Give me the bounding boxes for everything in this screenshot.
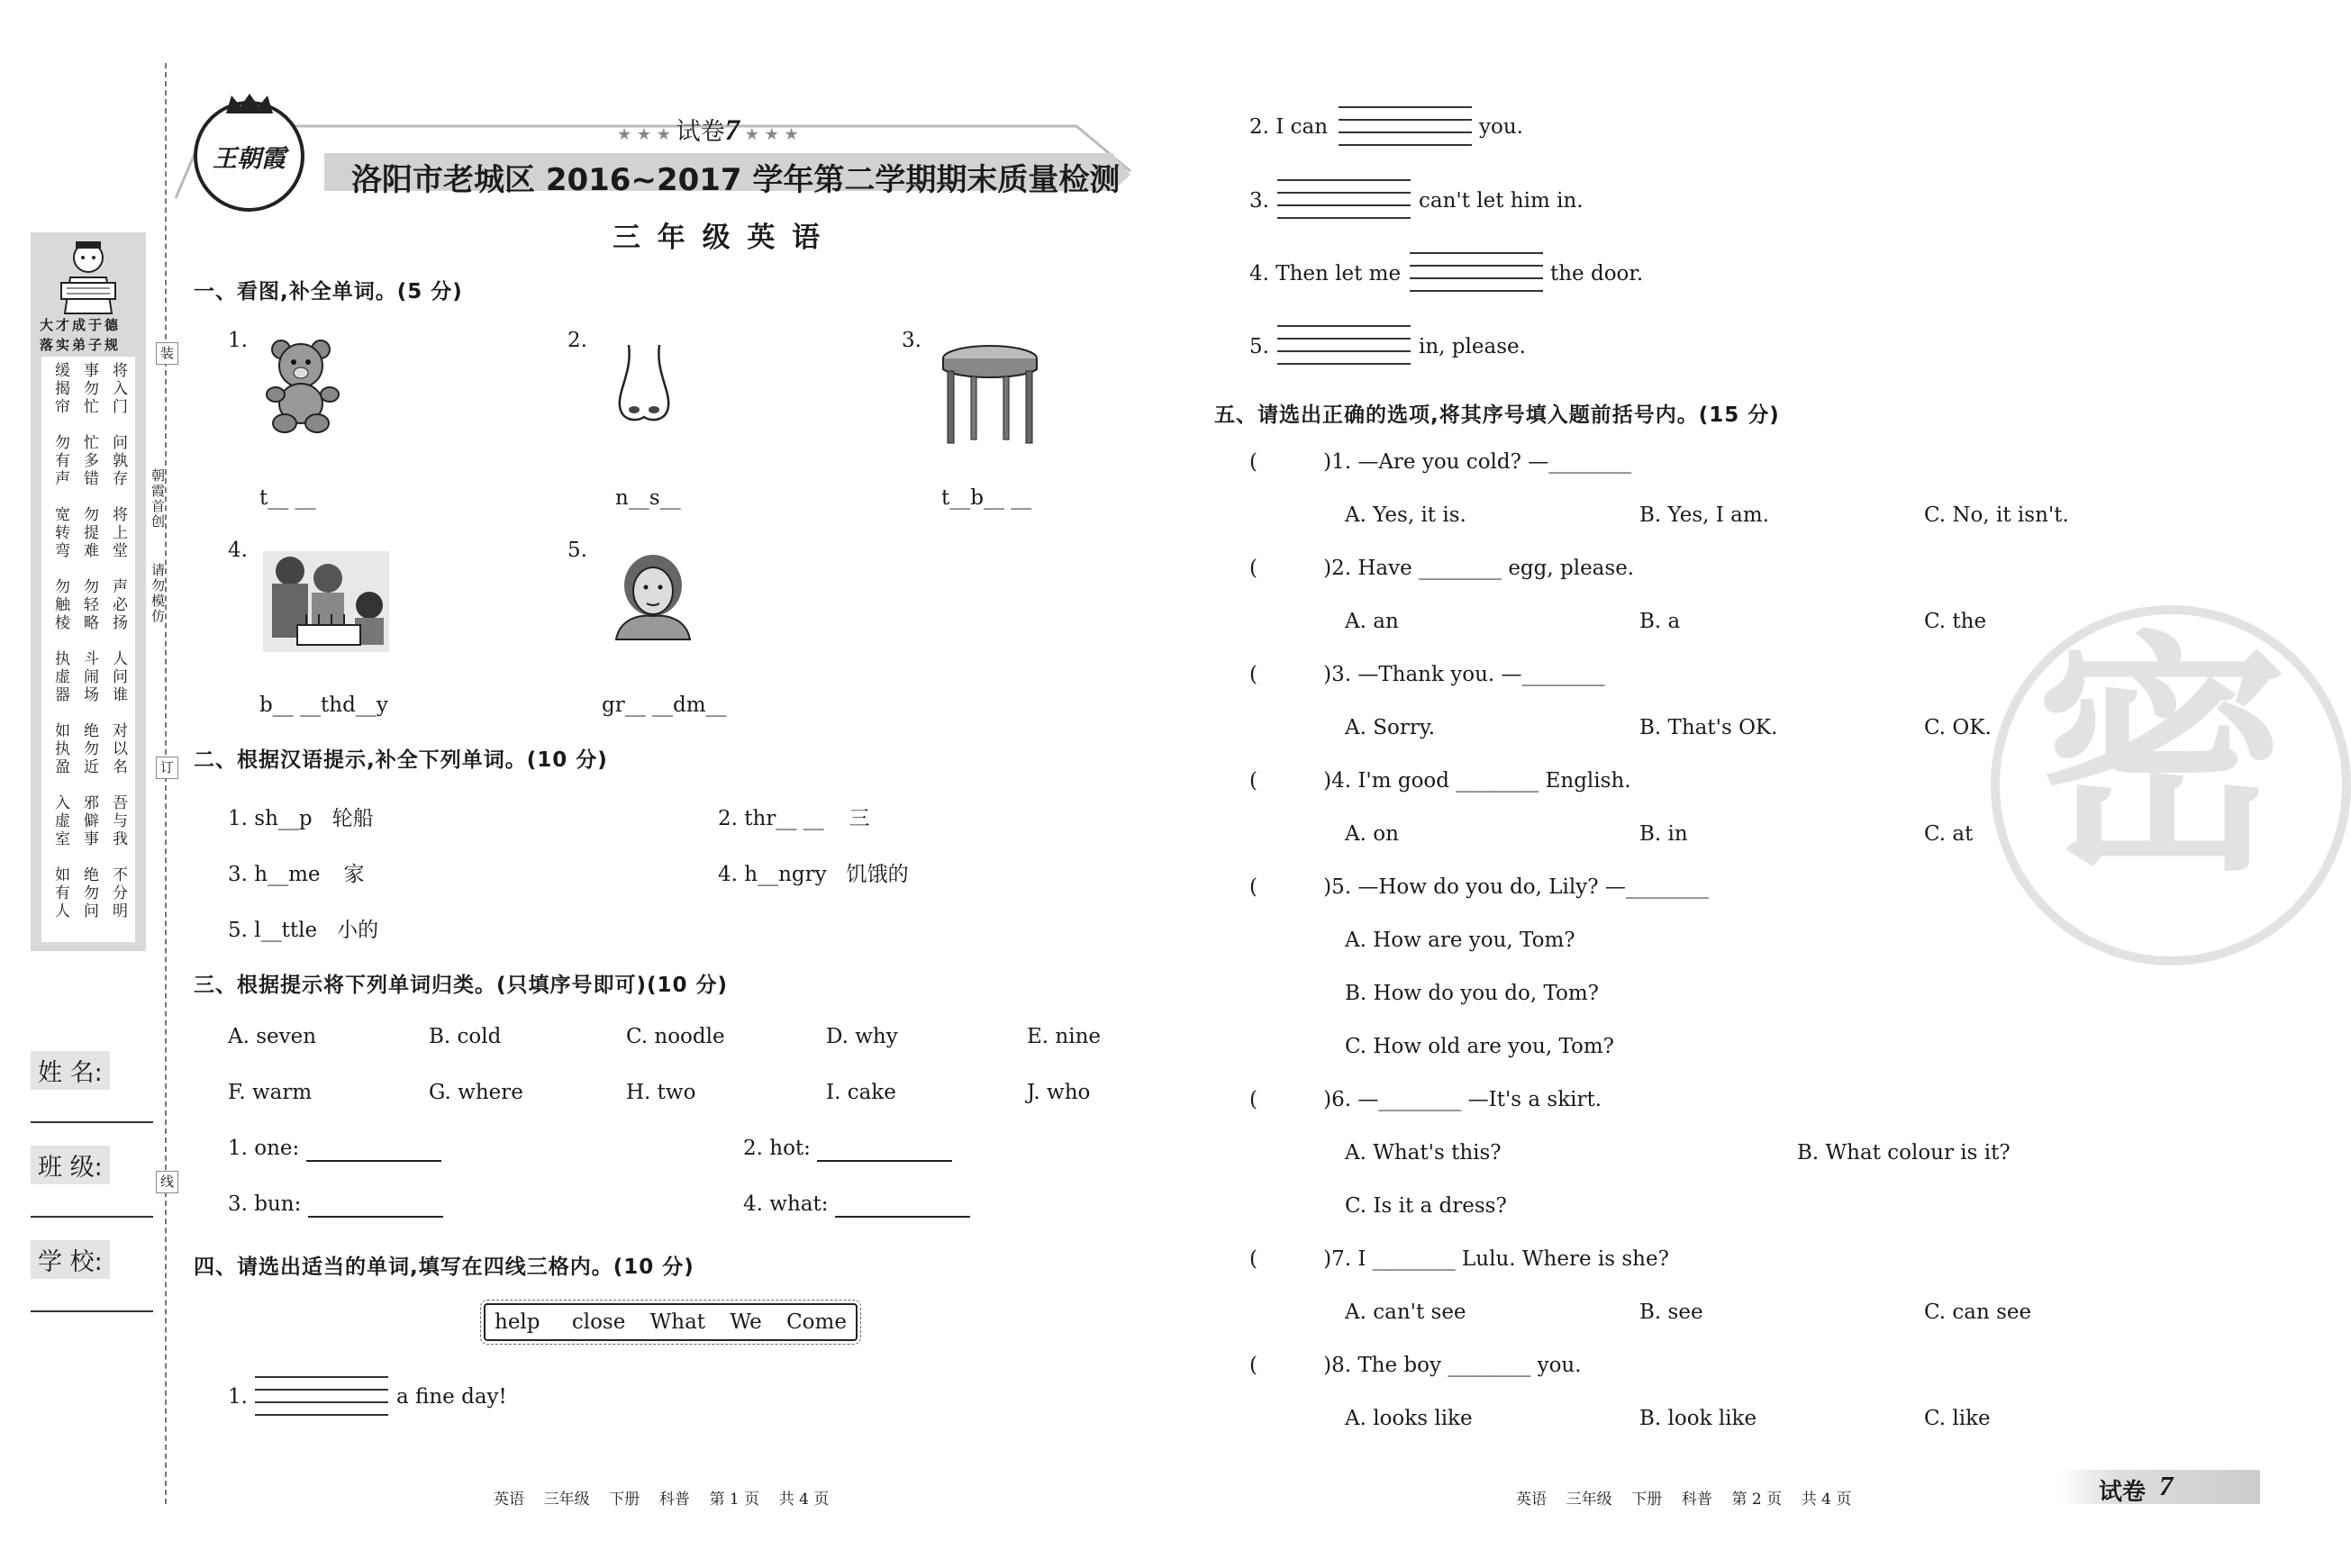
s4-num: 4. Then let me <box>1249 262 1402 286</box>
motto-column: 对以名 <box>109 722 127 776</box>
s5-question <box>1249 450 1631 474</box>
option-choice[interactable]: A. on <box>1345 822 1399 846</box>
class-label: 班 级: <box>31 1146 110 1184</box>
option-choice[interactable]: A. Yes, it is. <box>1345 503 1466 527</box>
option-choice[interactable]: A. How are you, Tom? <box>1345 929 1575 952</box>
question-stem: 5. —How do you do, Lily? —________ <box>1331 875 1709 899</box>
s2-word: l__ttle <box>254 919 318 942</box>
motto-column: 吾与我 <box>109 794 127 848</box>
s1-item-num: 3. <box>902 329 921 352</box>
s4-after: you. <box>1479 115 1523 139</box>
motto-column: 勿提难 <box>80 506 98 560</box>
motto-column: 绝勿近 <box>80 722 98 776</box>
option-choice[interactable]: C. like <box>1924 1407 1991 1430</box>
s2-hint: 家 <box>343 863 365 886</box>
answer-bracket[interactable]: ( ) <box>1249 875 1332 899</box>
motto-column: 不分明 <box>109 866 127 920</box>
s1-word: t__ __ <box>259 486 316 510</box>
grandma-icon <box>611 551 695 639</box>
option-choice[interactable]: C. OK. <box>1924 716 1992 739</box>
page-title: 洛阳市老城区 2016~2017 学年第二学期期末质量检测 <box>351 162 1121 198</box>
motto-box <box>31 232 146 951</box>
s3-option: B. cold <box>429 1025 502 1048</box>
s1-item-num: 1. <box>228 329 248 352</box>
answer-bracket[interactable]: ( ) <box>1249 1354 1332 1377</box>
s3-category <box>228 1192 443 1218</box>
paper-number-text: 7 <box>724 114 740 147</box>
s3-option: H. two <box>626 1081 696 1104</box>
s3-category <box>743 1192 970 1218</box>
s3-category <box>743 1137 952 1162</box>
s4-after: a fine day! <box>396 1385 507 1409</box>
motto-column: 如执盈 <box>51 722 69 776</box>
s4-after: in, please. <box>1419 335 1526 358</box>
s4-after: can't let him in. <box>1419 189 1584 213</box>
s2-item <box>228 857 365 887</box>
answer-bracket[interactable]: ( ) <box>1249 1088 1332 1111</box>
option-choice[interactable]: B. a <box>1639 610 1681 633</box>
s2-word: h__me <box>254 863 321 886</box>
scholar-icon <box>52 238 124 315</box>
crown-icon <box>224 92 275 115</box>
word-box-item: close <box>571 1310 626 1334</box>
s2-hint: 轮船 <box>331 807 374 830</box>
s5-question <box>1249 663 1605 686</box>
motto-column: 勿触棱 <box>51 578 69 632</box>
s3-answer-blank[interactable] <box>308 1192 443 1218</box>
motto-column: 缓揭帘 <box>51 362 69 416</box>
binding-char-3: 线 <box>156 1171 178 1193</box>
school-label: 学 校: <box>31 1240 110 1279</box>
s3-answer-blank[interactable] <box>306 1137 441 1162</box>
s4-num: 2. I can <box>1249 115 1329 139</box>
s3-option: E. nine <box>1027 1025 1102 1048</box>
option-choice[interactable]: B. see <box>1639 1301 1703 1324</box>
paper-tag-number: 7 <box>2159 1470 2174 1501</box>
option-choice[interactable]: B. That's OK. <box>1639 716 1778 739</box>
logo-text: 王朝霞 <box>213 145 286 172</box>
s2-num: 3. <box>228 863 248 886</box>
s3-option: A. seven <box>228 1025 317 1048</box>
option-choice[interactable]: B. in <box>1639 822 1688 846</box>
s2-item <box>718 857 909 887</box>
s3-option: J. who <box>1027 1081 1091 1104</box>
word-box-item: What <box>649 1310 706 1334</box>
s1-item-num: 5. <box>567 539 587 562</box>
question-stem: 2. Have ________ egg, please. <box>1331 557 1635 580</box>
motto-column: 将上堂 <box>109 506 127 560</box>
section2-heading: 二、根据汉语提示,补全下列单词。(10 分) <box>194 748 608 772</box>
paper-number-label: ★ ★ ★ 试卷7 ★ ★ ★ <box>617 114 799 147</box>
name-label: 姓 名: <box>31 1051 110 1090</box>
s4-num: 3. <box>1249 189 1269 213</box>
s1-word: gr__ __dm__ <box>602 693 727 717</box>
s2-word: sh__p <box>254 807 313 830</box>
margin-note-1: 朝霞首创 <box>150 468 166 530</box>
binding-char-2: 订 <box>156 757 178 779</box>
section4-heading: 四、请选出适当的单词,填写在四线三格内。(10 分) <box>194 1255 694 1279</box>
motto-column: 勿轻略 <box>80 578 98 632</box>
motto-column: 绝勿问 <box>80 866 98 920</box>
motto-column: 宽转弯 <box>51 506 69 560</box>
motto-column: 问孰存 <box>109 434 127 488</box>
option-choice[interactable]: B. What colour is it? <box>1797 1141 2011 1165</box>
s3-option: G. where <box>429 1081 523 1104</box>
answer-bracket[interactable]: ( ) <box>1249 769 1332 793</box>
s2-num: 4. <box>718 863 738 886</box>
motto-column: 事勿忙 <box>80 362 98 416</box>
motto-column: 声必扬 <box>109 578 127 632</box>
s5-question <box>1249 557 1634 580</box>
birthday-party-icon <box>263 551 389 652</box>
answer-bracket[interactable]: ( ) <box>1249 663 1332 686</box>
s1-item-num: 2. <box>567 329 587 352</box>
option-choice[interactable]: C. at <box>1924 822 1974 846</box>
option-choice[interactable]: C. How old are you, Tom? <box>1345 1035 1614 1058</box>
s2-num: 1. <box>228 807 248 830</box>
s3-category <box>228 1137 441 1162</box>
s2-hint: 饥饿的 <box>846 863 909 886</box>
s2-item <box>228 802 374 831</box>
s3-category-label: 1. one: <box>228 1137 300 1160</box>
watermark-seal-char: 密 <box>2036 612 2288 905</box>
s5-question <box>1249 875 1709 899</box>
footer-right: 英语 三年级 下册 科普 第 2 页 共 4 页 <box>1516 1491 1852 1509</box>
section1-heading: 一、看图,补全单词。(5 分) <box>194 280 463 304</box>
s4-after: the door. <box>1550 262 1644 286</box>
binding-char-1: 装 <box>156 342 178 365</box>
question-stem: 1. —Are you cold? —________ <box>1331 450 1632 474</box>
motto-title-2: 落实弟子规 <box>40 337 122 353</box>
nose-icon <box>613 345 676 426</box>
option-choice[interactable]: B. Yes, I am. <box>1639 503 1769 527</box>
section3-heading: 三、根据提示将下列单词归类。(只填序号即可)(10 分) <box>194 974 729 997</box>
motto-column: 执虚器 <box>51 650 69 704</box>
footer-left: 英语 三年级 下册 科普 第 1 页 共 4 页 <box>494 1491 830 1509</box>
word-box-item: Come <box>786 1310 847 1334</box>
answer-bracket[interactable]: ( ) <box>1249 450 1332 474</box>
s1-word: n__s__ <box>615 486 681 510</box>
option-choice[interactable]: A. What's this? <box>1345 1141 1502 1165</box>
answer-bracket[interactable]: ( ) <box>1249 557 1332 580</box>
word-box-item: help <box>495 1310 540 1334</box>
question-stem: 4. I'm good ________ English. <box>1331 769 1631 793</box>
question-stem: 7. I ________ Lulu. Where is she? <box>1331 1247 1669 1271</box>
s2-item <box>718 802 870 831</box>
table-icon <box>940 342 1039 446</box>
paper-label-text: 试卷 <box>676 118 725 146</box>
s2-item <box>228 913 378 943</box>
question-stem: 8. The boy ________ you. <box>1331 1354 1582 1377</box>
option-choice[interactable]: C. can see <box>1924 1301 2032 1324</box>
margin-note-2: 请勿模仿 <box>150 563 166 624</box>
s5-question <box>1249 1247 1669 1271</box>
s3-option: D. why <box>826 1025 898 1048</box>
s2-word: thr__ __ <box>744 807 824 830</box>
s5-question <box>1249 1354 1582 1377</box>
s2-word: h__ngry <box>744 863 827 886</box>
s3-option: C. noodle <box>626 1025 725 1048</box>
paper-tag-label: 试卷 <box>2099 1479 2147 1506</box>
s3-category-label: 2. hot: <box>743 1137 811 1160</box>
word-box-item: We <box>730 1310 762 1334</box>
motto-title-1: 大才成于德 <box>40 317 122 333</box>
name-field[interactable] <box>31 1121 153 1123</box>
binding-dashed-line <box>165 63 167 1504</box>
s1-word: b__ __thd__y <box>259 693 388 717</box>
motto-column: 入虚室 <box>51 794 69 848</box>
motto-column: 斗闹场 <box>80 650 98 704</box>
option-choice[interactable]: A. can't see <box>1345 1301 1466 1324</box>
s3-answer-blank[interactable] <box>817 1137 952 1162</box>
option-choice[interactable]: A. Sorry. <box>1345 716 1436 739</box>
motto-column: 勿有声 <box>51 434 69 488</box>
answer-bracket[interactable]: ( ) <box>1249 1247 1332 1271</box>
word-box <box>484 1303 858 1341</box>
s3-category-label: 4. what: <box>743 1192 829 1216</box>
s2-hint: 三 <box>849 807 870 830</box>
option-choice[interactable]: A. looks like <box>1345 1407 1473 1430</box>
page-subtitle: 三 年 级 英 语 <box>613 222 824 254</box>
option-choice[interactable]: A. an <box>1345 610 1399 633</box>
s2-num: 2. <box>718 807 738 830</box>
motto-column: 如有人 <box>51 866 69 920</box>
s3-option: F. warm <box>228 1081 313 1104</box>
s4-num: 1. <box>228 1385 248 1409</box>
option-choice[interactable]: B. look like <box>1639 1407 1757 1430</box>
s4-num: 5. <box>1249 335 1269 358</box>
option-choice[interactable]: C. the <box>1924 610 1987 633</box>
motto-column: 将入门 <box>109 362 127 416</box>
s3-category-label: 3. bun: <box>228 1192 302 1216</box>
motto-columns <box>41 362 135 938</box>
option-choice[interactable]: C. Is it a dress? <box>1345 1194 1507 1218</box>
motto-column: 人问谁 <box>109 650 127 704</box>
s2-hint: 小的 <box>337 919 379 942</box>
s3-option: I. cake <box>826 1081 896 1104</box>
s5-question <box>1249 1088 1602 1111</box>
watermark-seal <box>1991 605 2351 965</box>
question-stem: 6. —________ —It's a skirt. <box>1331 1088 1602 1111</box>
teddy-bear-icon <box>261 335 344 434</box>
s1-word: t__b__ __ <box>941 486 1032 510</box>
question-stem: 3. —Thank you. —________ <box>1331 663 1605 686</box>
s3-answer-blank[interactable] <box>835 1192 970 1218</box>
section5-heading: 五、请选出正确的选项,将其序号填入题前括号内。(15 分) <box>1214 403 1780 427</box>
s1-item-num: 4. <box>228 539 248 562</box>
logo-badge <box>194 101 304 212</box>
class-field[interactable] <box>31 1216 153 1218</box>
s5-question <box>1249 769 1631 793</box>
s2-num: 5. <box>228 919 248 942</box>
option-choice[interactable]: B. How do you do, Tom? <box>1345 982 1600 1005</box>
motto-column: 忙多错 <box>80 434 98 488</box>
paper-tag <box>2058 1470 2260 1504</box>
motto-column: 邪僻事 <box>80 794 98 848</box>
option-choice[interactable]: C. No, it isn't. <box>1924 503 2069 527</box>
school-field[interactable] <box>31 1310 153 1312</box>
